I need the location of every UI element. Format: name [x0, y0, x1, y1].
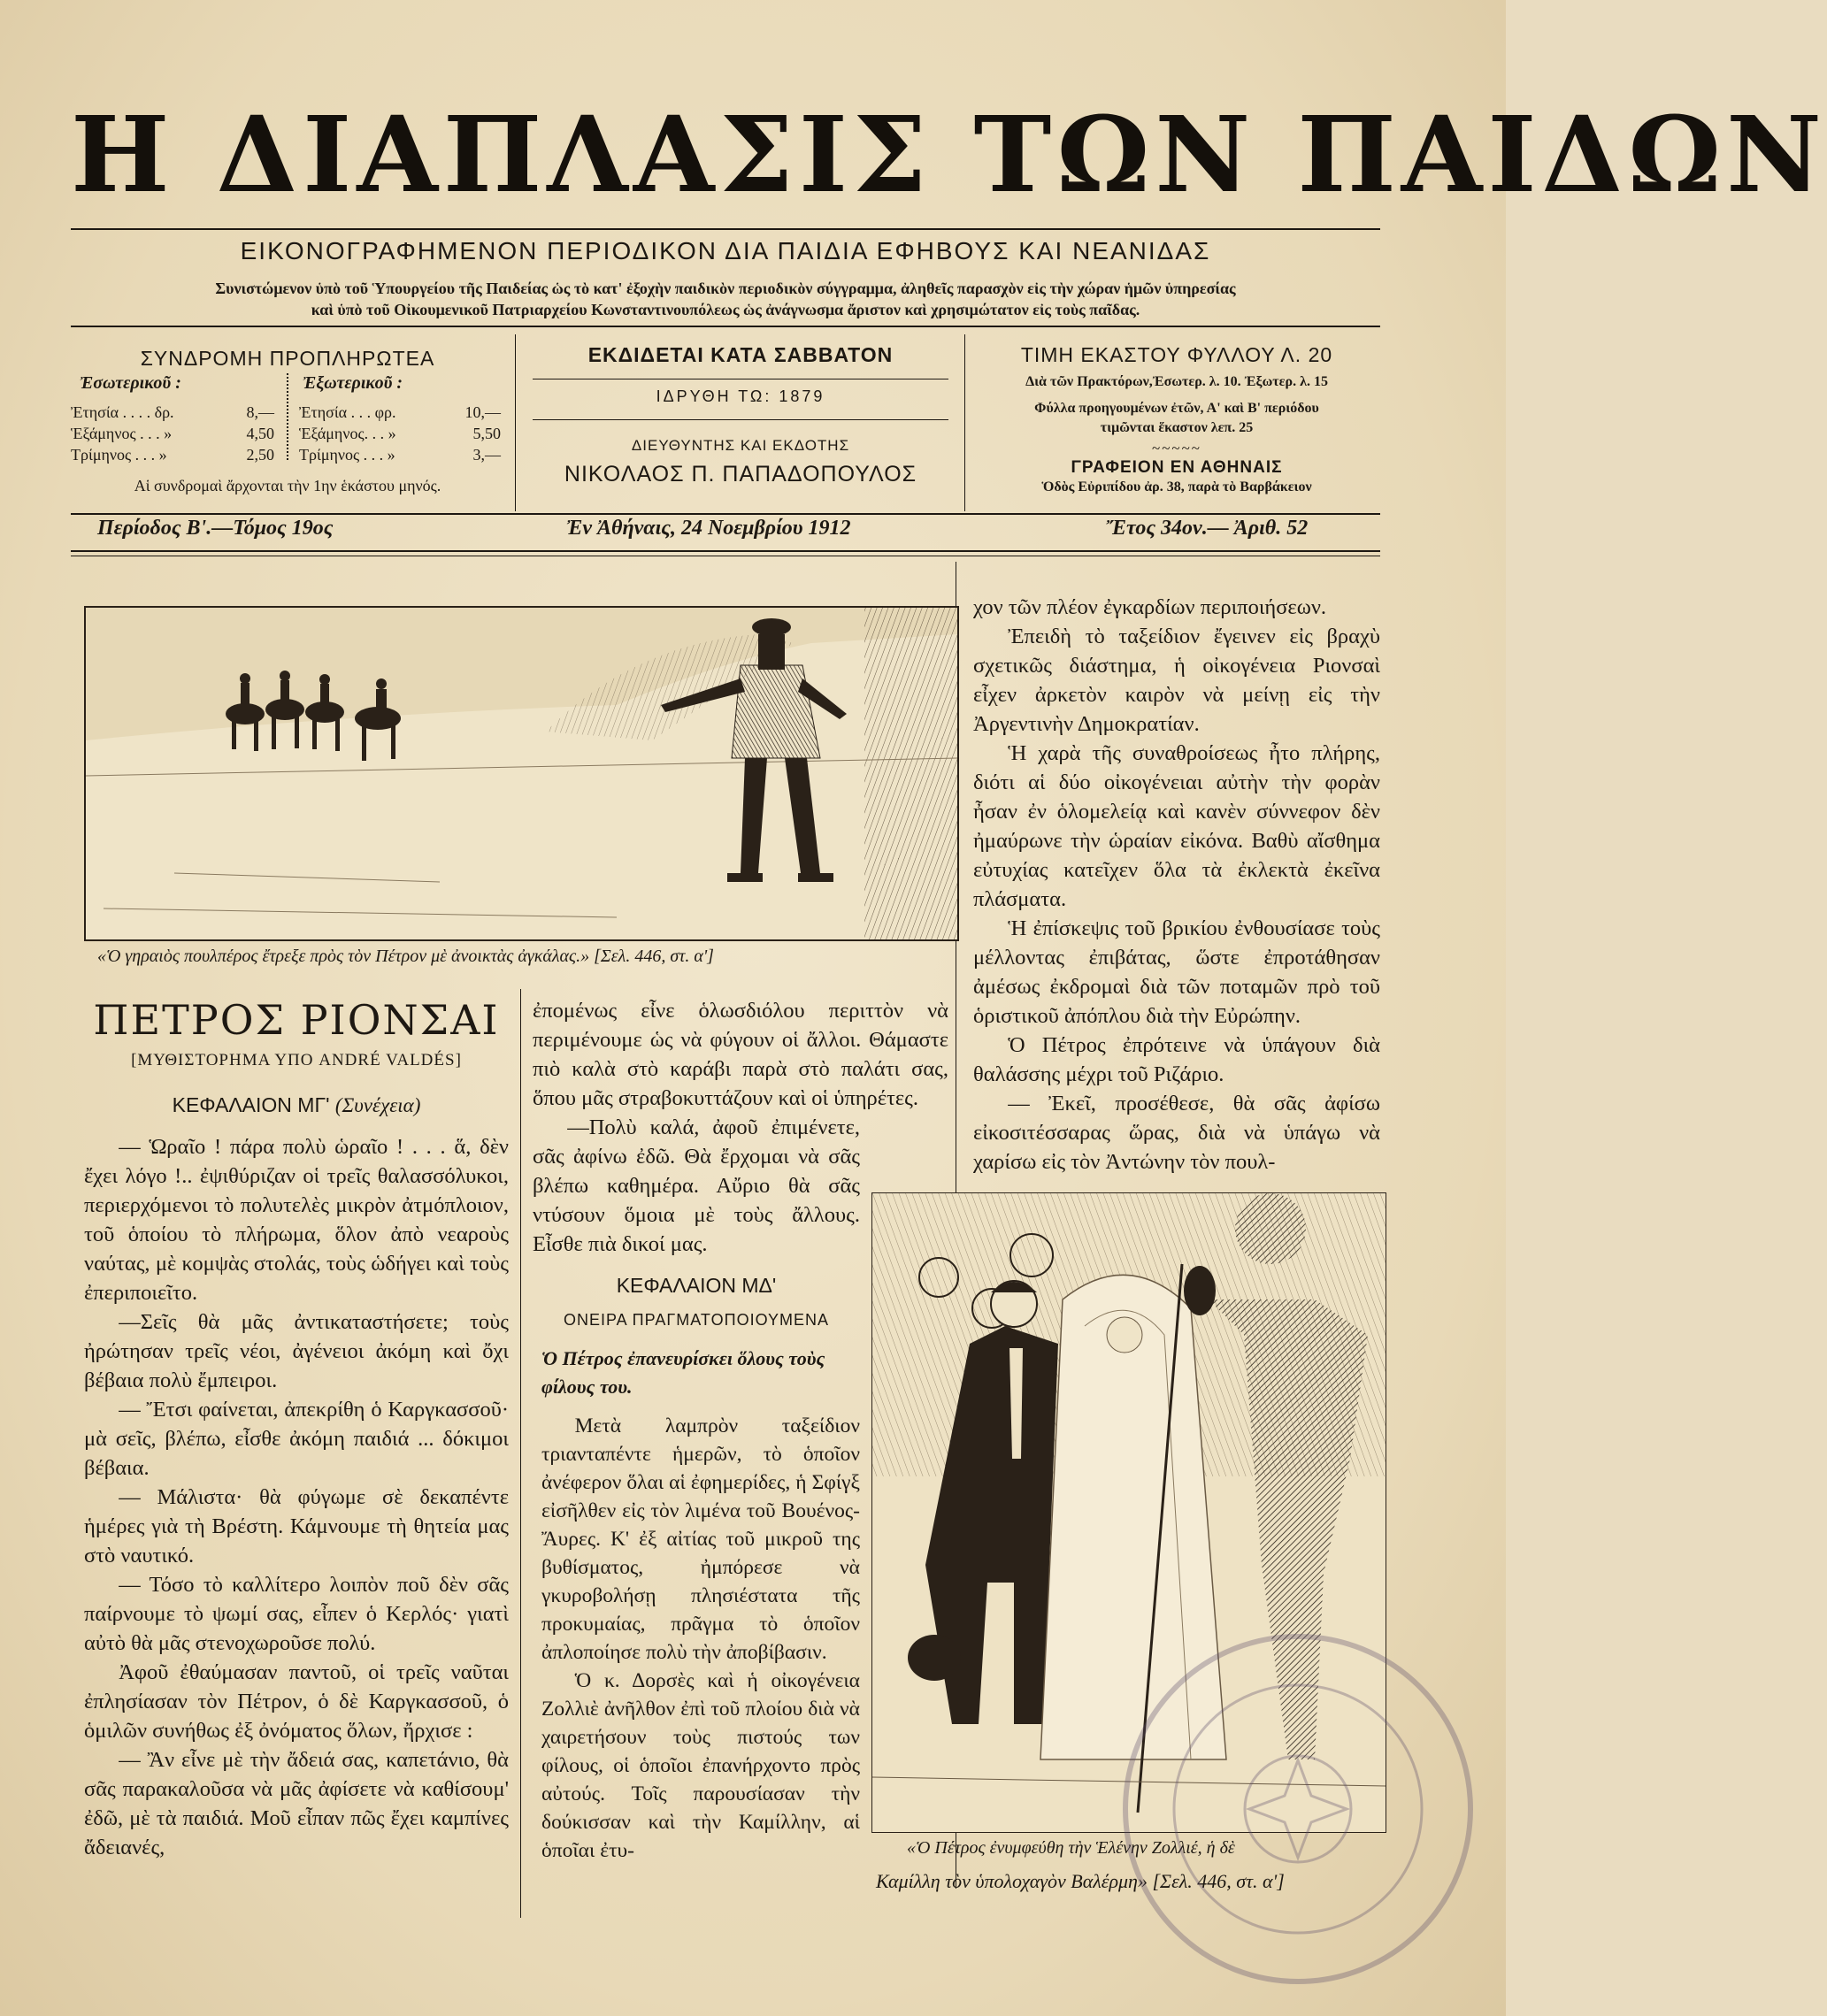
engraving-riders	[86, 608, 957, 939]
chapter2-heading: ΚΕΦΑΛΑΙΟΝ ΜΔ'	[616, 1274, 777, 1297]
price-divider	[287, 373, 288, 460]
publication-rule	[533, 419, 948, 420]
paragraph: —Πολὺ καλά, ἀφοῦ ἐπιμένετε, σᾶς ἀφίνω ἐδῶ. Θὰ ἔρχομαι νὰ σᾶς βλέπω καθημέρα. Αὔριο θὰ σᾶς ντύσουν ὅμοια μὲ τοὺς ἄλλους. Εἶσθε πιὰ δικοί μας.	[533, 1115, 860, 1256]
ornament: ~~~~~	[1152, 440, 1201, 456]
chapter2-lead: Ὁ Πέτρος ἐπανευρίσκει ὅλους τοὺς φίλους του.	[541, 1347, 825, 1398]
office-heading: ΓΡΑΦΕΙΟΝ ΕΝ ΑΘΗΝΑΙΣ	[1071, 458, 1283, 477]
masthead	[71, 88, 1827, 221]
header-rule-bottom	[71, 513, 1380, 515]
paragraph: Ὁ κ. Δορσὲς καὶ ἡ οἰκογένεια Ζολλιὲ ἀνῆλθον ἐπὶ τοῦ πλοίου διὰ νὰ χαιρετήσουν τοὺς πιστούς των φίλους, οἱ ὁποῖοι ἐπανήρχοντο πρὸς αὐτούς. Τοῖς παρουσίασαν τὴν δούκισσαν καὶ τὴν Καμίλλην, αἱ ὁποῖαι ἐτυ-	[541, 1669, 860, 1862]
office-address: Ὁδὸς Εὐριπίδου ἀρ. 38, παρὰ τὸ Βαρβάκειον	[1041, 479, 1312, 494]
masthead-subtitle: ΕΙΚΟΝΟΓΡΑΦΗΜΕΝΟΝ ΠΕΡΙΟΔΙΚΟΝ ΔΙΑ ΠΑΙΔΙΑ ΕΦΗΒΟΥΣ ΚΑΙ ΝΕΑΝΙΔΑΣ	[240, 237, 1211, 264]
story-subtitle: [ΜΥΘΙΣΤΟΡΗΜΑ ΥΠΟ ANDRÉ VALDÉS]	[131, 1051, 462, 1069]
paragraph: Μετὰ λαμπρὸν ταξείδιον τριανταπέντε ἡμερῶν, τὸ ὁποῖον ἀνέφερον ὅλαι αἱ ἐφημερίδες, ἡ Σφίγξ εἰσῆλθεν εἰς τὸν λιμένα τοῦ Βουένος-Ἄυρες. Κ' ἐξ αἰτίας τοῦ μικροῦ της βυθίσματος, ἠμπόρεσε νὰ γκυροβολήσῃ πλησιέστατα τῆς προκυμαίας, πρᾶγμα τὸ ὁποῖον ἀπλοποίησε πολὺ τὴν ἀποβίβασιν.	[541, 1414, 860, 1664]
paragraph: — Ὡραῖο ! πάρα πολὺ ὡραῖο ! . . . ἅ, δὲν ἔχει λόγο !.. ἐψιθύριζαν οἱ τρεῖς θαλασσόλυκοι, περιερχόμενοι τὸ πολυτελὲς μικρὸν ἀτμόπλοιον, τοῦ ὁποίου τὸ πλήρωμα, ὅλον ἀπὸ νεαροὺς ναύτας, μὲ κομψὰς στολάς, τοὺς ὡδήγει καὶ τοὺς ἐπεριποιεῖτο.	[84, 1135, 509, 1305]
subscription-box	[71, 334, 504, 511]
price-heading: ΤΙΜΗ ΕΚΑΣΤΟΥ ΦΥΛΛΟΥ Λ. 20	[1020, 343, 1333, 366]
domestic-prices	[71, 402, 274, 465]
price-line-2: Φύλλα προηγουμένων ἐτῶν, Α' καὶ Β' περιόδου	[1034, 401, 1319, 416]
wedding-caption-2: Καμίλλη τὸν ὑπολοχαγὸν Βαλέρμη» [Σελ. 446, στ. α']	[876, 1870, 1285, 1892]
price-row: Ἑξάμηνος . . . » 4,50	[71, 425, 274, 442]
endorsement-line-1: Συνιστώμενον ὑπὸ τοῦ Ὑπουργείου τῆς Παιδείας ὡς τὸ κατ' ἐξοχὴν παιδικὸν περιοδικὸν σύγγραμμα, ἀληθεῖς παρασχὸν εἰς τὴν χώραν ἡμῶν ὑπηρεσίας	[215, 280, 1236, 297]
price-line-1: Διὰ τῶν Πρακτόρων,Ἐσωτερ. λ. 10. Ἐξωτερ. λ. 15	[1025, 374, 1328, 389]
paragraph: — Μάλιστα· θὰ φύγωμε σὲ δεκαπέντε ἡμέρες γιὰ τὴ Βρέστη. Κάμνουμε τὴ θητεία μας στὸ ναυτικό.	[84, 1485, 509, 1568]
paragraph: —Σεῖς θὰ μᾶς ἀντικαταστήσετε; τοὺς ἠρώτησαν τρεῖς νέοι, ἀγένειοι ἀκόμη καὶ ὄχι βέβαια πολὺ ἔμπειροι.	[84, 1310, 509, 1392]
price-row: Τρίμηνος . . . » 2,50	[71, 446, 274, 464]
paragraph: ἐπομένως εἶνε ὁλωσδιόλου περιττὸν νὰ περιμένουμε ὡς νὰ φύγουν οἱ ἄλλοι. Θάμαστε πιὸ καλὰ στὸ καράβι παρὰ στὸ παλάτι σας, ὅπου μᾶς στραβοκυττάζουν καὶ οἱ ὑπηρέτες.	[533, 999, 948, 1110]
director-label: ΔΙΕΥΘΥΝΤΗΣ ΚΑΙ ΕΚΔΟΤΗΣ	[631, 437, 850, 454]
price-row: Ἐτησία . . . . δρ. 8,—	[71, 403, 274, 421]
paragraph: Ἡ ἐπίσκεψις τοῦ βρικίου ἐνθουσίασε τοὺς μέλλοντας ἐπιβάτας, ὥστε ἐπροτάθησαν ἀμέσως ἐκδρομαὶ διὰ τῶν ποταμῶν πρὸ τοῦ ὁριστικοῦ ἀπόπλου διὰ τὴν Εὐρώπην.	[973, 916, 1380, 1028]
story-title: ΠΕΤΡΟΣ ΡΙΟΝΣΑΙ	[93, 996, 500, 1044]
issue-date: Ἐν Ἀθήναις, 24 Νοεμβρίου 1912	[566, 517, 851, 540]
box-divider	[515, 334, 516, 511]
paragraph: — Ἐκεῖ, προσέθεσε, θὰ σᾶς ἀφίσω εἰκοσιτέσσαρας ὥρας, διὰ νὰ ὑπάγω νὰ χαρίσω εἰς τὸν Ἀντώνην τὸν πουλ-	[973, 1092, 1380, 1174]
illustration-pulperos	[84, 606, 959, 941]
chapter-note: (Συνέχεια)	[334, 1094, 421, 1116]
chapter-number: ΚΕΦΑΛΑΙΟΝ ΜΓ'	[172, 1093, 330, 1116]
price-box	[973, 334, 1380, 511]
paragraph: — Ἂν εἶνε μὲ τὴν ἄδειά σας, καπετάνιο, θὰ σᾶς παρακαλοῦσα νὰ μᾶς ἀφίσετε νὰ καθίσουμ' ἐδῶ, μὲ τὰ παιδιά. Μοῦ εἶπαν πῶς ἔχει καμπίνες ἄδειανές,	[84, 1748, 509, 1859]
endorsement	[71, 278, 1380, 320]
chapter2-title: ΟΝΕΙΡΑ ΠΡΑΓΜΑΤΟΠΟΙΟΥΜΕΝΑ	[563, 1311, 830, 1329]
publication-heading: ΕΚΔΙΔΕΤΑΙ ΚΑΤΑ ΣΑΒΒΑΤΟΝ	[587, 343, 894, 366]
domestic-label: Ἐσωτερικοῦ :	[80, 373, 181, 393]
paragraph: Ἀφοῦ ἐθαύμασαν παντοῦ, οἱ τρεῖς ναῦται ἐπλησίασαν τὸν Πέτρον, ὁ δὲ Καργκασσοῦ, ὁ ὁμιλῶν συνήθως ἐξ ὀνόματος ὅλων, ἤρχισε :	[84, 1660, 509, 1743]
chapter-heading	[84, 1093, 509, 1117]
subscription-note: Αἱ συνδρομαὶ ἄρχονται τὴν 1ην ἑκάστου μηνός.	[134, 477, 441, 494]
price-row: Ἑξάμηνος. . . » 5,50	[299, 425, 501, 442]
issue-period: Περίοδος Β'.—Τόμος 19ος	[97, 517, 334, 540]
text-column-1	[84, 1132, 509, 1862]
masthead-rule	[71, 228, 1380, 230]
masthead-title: Η ΔΙΑΠΛΑΣΙΣ ΤΩΝ ΠΑΙΔΩΝ	[71, 93, 1827, 216]
paragraph: χον τῶν πλέον ἐγκαρδίων περιποιήσεων.	[973, 595, 1327, 619]
text-column-2b	[541, 1412, 860, 1865]
library-seal	[1117, 1628, 1479, 1990]
wedding-caption-1: «Ὁ Πέτρος ἐνυμφεύθη τὴν Ἑλένην Ζολλιέ, ἡ δὲ	[907, 1838, 1235, 1858]
issue-rule-1	[71, 550, 1380, 552]
box-divider	[964, 334, 965, 511]
foreign-prices	[299, 402, 501, 465]
paragraph: Ὁ Πέτρος ἐπρότεινε νὰ ὑπάγουν διὰ θαλάσσης μέχρι τοῦ Ριζάριο.	[973, 1033, 1380, 1086]
publication-box	[524, 334, 957, 511]
endorsement-line-2: καὶ ὑπὸ τοῦ Οἰκουμενικοῦ Πατριαρχείου Κωνσταντινουπόλεως ὡς ἀνάγνωσμα ἄριστον καὶ χρησιμώτατον εἰς τοὺς παῖδας.	[311, 301, 1140, 318]
top-illustration-caption: «Ὁ γηραιὸς πουλπέρος ἔτρεξε πρὸς τὸν Πέτρον μὲ ἀνοικτὰς ἀγκάλας.» [Σελ. 446, στ. α']	[97, 947, 714, 966]
price-row: Τρίμηνος . . . » 3,—	[299, 446, 501, 464]
header-rule-top	[71, 326, 1380, 327]
director-name: ΝΙΚΟΛΑΟΣ Π. ΠΑΠΑΔΟΠΟΥΛΟΣ	[564, 462, 917, 487]
paragraph: Ἐπειδὴ τὸ ταξείδιον ἔγεινεν εἰς βραχὺ σχετικῶς διάστημα, ἡ οἰκογένεια Ριονσαὶ εἶχεν ἀρκετὸν καιρὸν νὰ μείνῃ εἰς τὴν Ἀργεντινὴν Δημοκρατίαν.	[973, 625, 1380, 736]
issue-number: Ἔτος 34ον.— Ἀριθ. 52	[1106, 517, 1309, 540]
price-line-3: τιμῶνται ἕκαστον λεπ. 25	[1100, 420, 1254, 435]
founded-year: ΙΔΡΥΘΗ ΤΩ: 1879	[656, 387, 825, 405]
paragraph: — Ἔτσι φαίνεται, ἀπεκρίθη ὁ Καργκασσοῦ· μὰ σεῖς, βλέπω, εἶσθε ἀκόμη παιδιά ... δόκιμοι βέβαια.	[84, 1398, 509, 1480]
paragraph: Ἡ χαρὰ τῆς συναθροίσεως ἦτο πλήρης, διότι αἱ δύο οἰκογένειαι αὐτὴν τὴν φορὰν ἦσαν ἐν ὁλομελείᾳ καὶ κανὲν σύννεφον δὲν ἠμαύρωνε τὴν ὡραίαν εἰκόνα. Βαθὺ αἴσθημα εὐτυχίας κατεῖχεν ὅλα τὰ ἐκλεκτὰ ἐκεῖνα πλάσματα.	[973, 741, 1380, 911]
foreign-label: Ἐξωτερικοῦ :	[303, 373, 403, 393]
subscription-heading: ΣΥΝΔΡΟΜΗ ΠΡΟΠΛΗΡΩΤΕΑ	[140, 347, 435, 370]
text-column-3	[973, 593, 1380, 1177]
price-row: Ἐτησία . . . φρ. 10,—	[299, 403, 501, 421]
column-rule	[520, 989, 521, 1918]
paragraph: — Τόσο τὸ καλλίτερο λοιπὸν ποῦ δὲν σᾶς παίρνουμε τὸ ψωμί σας, εἶπεν ὁ Κερλός· γιατὶ αὐτὸ θὰ μᾶς στενοχωροῦσε πολύ.	[84, 1573, 509, 1655]
